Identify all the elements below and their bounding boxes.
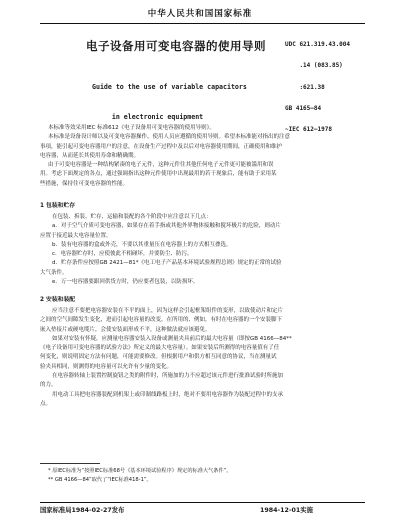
- section-heading: 2 安装和装配: [40, 297, 76, 303]
- section2-line: 的力。: [40, 382, 57, 389]
- section1-line: e．万一电容器要跟回供货方时，仍应要者包装，以防损坏。: [52, 279, 199, 286]
- section2-line: 之间的空气间隙发生变化，进而引起电容量的改变，在所用的、例如，有时在电容器的一个安装脚下: [40, 317, 283, 324]
- section2-line: 验夹具相同，则测得的电容量可以允许有少量的变化。: [40, 363, 173, 370]
- intro-line: 本标准等效采用IEC 标准612《电子设备用可变电容器的使用导则》。: [48, 125, 215, 131]
- intro-line: 用。考虑下面规定的各点，通过强调指出这种元件使用中出现最用的若干现象后，能有助于采用某: [40, 171, 277, 178]
- udc-classification: [285, 27, 350, 148]
- section2-line: 《电子设备用可变电容器的试验方法》所定义的最大电容量）。如果安装后所测得的电容量值有了任: [40, 345, 280, 352]
- intro-line: 本标准是设备设计师以及可变电容器操作、使用人员应遵循的使用导则。希望本标准能对指出的注意: [48, 134, 291, 141]
- effective-date: 1984-12-01实施: [260, 507, 313, 514]
- section1-line: 应置于接近最大电容量位置。: [40, 232, 112, 239]
- section1-line: c．电容器贮存时，应使彼此不相碰坏，并要防尘、防污。: [52, 251, 193, 258]
- intro-line: 些措施，保持住可变电容器的性能。: [40, 180, 129, 187]
- footnotes: [48, 467, 232, 485]
- section2-line: 点。: [40, 400, 52, 407]
- intro-line: 由于可变电容器是一种结构紧凑的电子元件，这种元件往其他任何电子元件更可能被滥用和误: [48, 162, 274, 169]
- intro-line: 电容器，从而延长其使用寿命和精确期。: [40, 152, 140, 159]
- footnote-divider: [40, 463, 100, 464]
- section2-line: 如果对安装有怀疑，应测量电容器安装入设备或测量夹具前后的最大电容量（即按GB 4166—84**: [52, 335, 292, 342]
- section2-line: 用电动工具把电容器装配到机架上或印制线路板上时，绝对不要用电容器作为装配过程中的支承: [52, 391, 284, 398]
- title-english-line: in electronic equipment: [92, 113, 204, 121]
- section1-body: [40, 213, 282, 287]
- udc-line: :621.38: [285, 83, 325, 91]
- footnote: ** GB 4166—84”取代了“IEC标准418-1”。: [48, 477, 152, 483]
- standard-header: 中华人民共和国国家标准: [147, 9, 253, 19]
- intro-paragraph: [40, 124, 291, 189]
- issue-date: 国家标准局1984-02-27发布: [40, 507, 125, 514]
- section2-body: [40, 307, 292, 409]
- top-rule: [40, 23, 365, 24]
- section-heading: 1 包装和贮存: [40, 203, 76, 209]
- section2-line: 在电容器转轴上装置控制旋钮之类的附件时，所施加的力不应超过该元件进行批准试验时所施加: [52, 373, 284, 380]
- section2-line: 应当注意不要把电容器安装在不平的面上，因为这样会引起框架组件的变形，以致使动片和定片: [52, 308, 284, 314]
- udc-line: UDC 621.319.43.004: [285, 41, 351, 49]
- udc-line: .14 (083.85): [285, 62, 343, 70]
- gb-number: GB 4165—84: [285, 105, 322, 113]
- intro-line: 事项，能引起可变电容器用户的注意，在设备生产过程中及以后对电容器使用期间，正确使用和维护: [40, 143, 283, 150]
- title-english-line: Guide to the use of variable capacitors: [92, 83, 247, 91]
- section1-line: b．装有电容器的盒或外壳，不要以其重量压在电容器上的方式相互叠选。: [52, 241, 232, 248]
- section1-line: 大气条件。: [40, 269, 68, 276]
- bottom-rule: [40, 502, 365, 503]
- section2-line: 嵌入垫接片或硬电缆片，会使安装面形成不平，这种做法就应该避免。: [40, 326, 211, 333]
- iec-equivalent: ~IEC 612—1978: [285, 126, 332, 134]
- footnote: * 原IEC标准为“按照IEC标准68号《基本环境试验程序》规定的标准大气条件”。: [48, 468, 232, 474]
- section1-line: d．贮存条件应按照GB 2421—81*《电工电子产品基本环境试验规程总则》规定的正常的试验: [52, 260, 282, 267]
- section1-line: 在包装、拆装、贮存、运输和装配的各个阶段中应注意以下几点：: [52, 214, 212, 220]
- document-title: 电子设备用可变电容器的使用导则: [86, 39, 266, 53]
- section1-line: a．对于空气介质可变电容器，如果存在着手指或其他外界物体接触和搅坏极片的危险，则动片: [52, 223, 281, 230]
- section2-line: 何变化，则说明固定方法有问题，可能需要修改。但根据用户和供方相互同意的协议，当在测量试: [40, 354, 277, 361]
